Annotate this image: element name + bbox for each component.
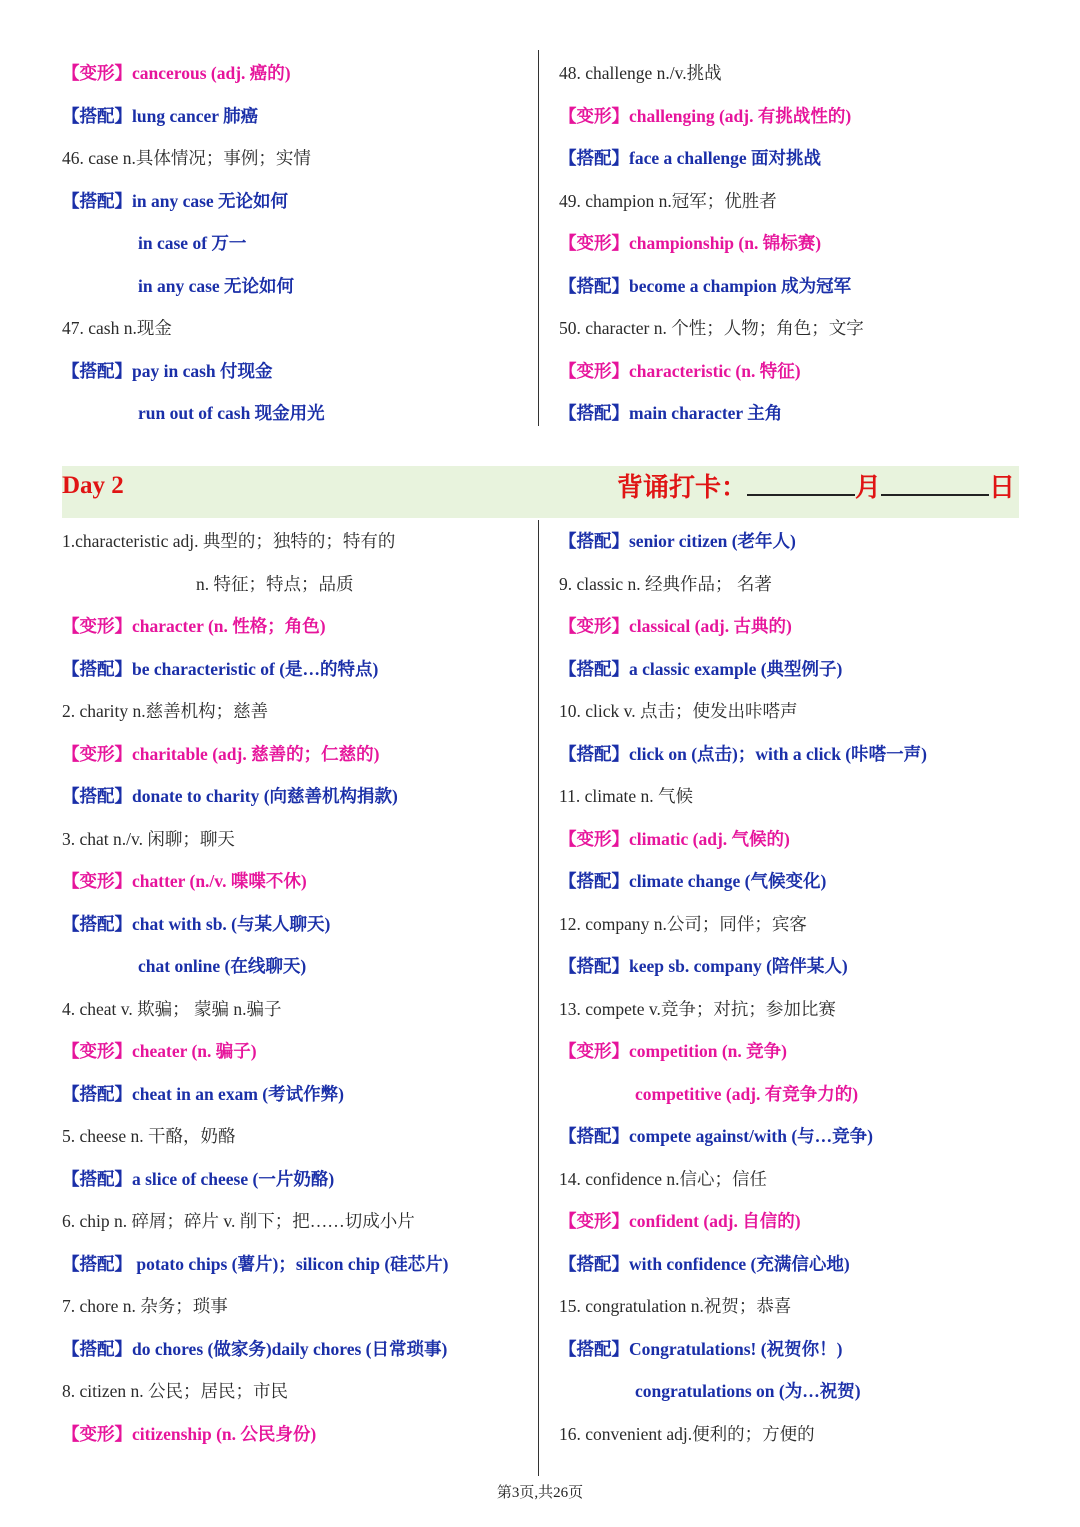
variant-line: 【变形】cheater (n. 骗子) (62, 1041, 257, 1061)
word-entry: 12. company n.公司；同伴；宾客 (559, 913, 807, 934)
top-column-divider (538, 50, 539, 426)
day-label: 日 (988, 473, 1015, 502)
bottom-right-column (559, 520, 1029, 1455)
collocation-line: 【搭配】with confidence (充满信心地) (559, 1253, 850, 1274)
collocation-line: 【搭配】in any case 无论如何 (62, 190, 289, 211)
collocation-line: run out of cash 现金用光 (138, 403, 325, 423)
word-entry: 48. challenge n./v.挑战 (559, 63, 722, 83)
collocation-line: in case of 万一 (138, 233, 247, 253)
collocation-line: in any case 无论如何 (138, 275, 295, 296)
collocation-line: 【搭配】lung cancer 肺癌 (62, 105, 259, 126)
collocation-line: 【搭配】be characteristic of (是…的特点) (62, 658, 379, 679)
month-label: 月 (854, 473, 881, 502)
variant-line: 【变形】confident (adj. 自信的) (559, 1211, 801, 1231)
collocation-line: 【搭配】main character 主角 (559, 403, 783, 423)
month-blank[interactable] (747, 466, 855, 496)
word-entry: 46. case n.具体情况；事例；实情 (62, 148, 311, 168)
collocation-line: 【搭配】 potato chips (薯片)；silicon chip (硅芯片) (62, 1253, 449, 1274)
word-entry: 8. citizen n. 公民；居民；市民 (62, 1381, 289, 1401)
collocation-line: 【搭配】Congratulations! (祝贺你！) (559, 1338, 843, 1359)
word-entry: 49. champion n.冠军；优胜者 (559, 190, 777, 211)
variant-line: 【变形】championship (n. 锦标赛) (559, 233, 822, 253)
word-entry: 16. convenient adj.便利的；方便的 (559, 1423, 815, 1444)
collocation-line: 【搭配】cheat in an exam (考试作弊) (62, 1083, 344, 1104)
collocation-line: 【搭配】senior citizen (老年人) (559, 531, 796, 551)
collocation-line: 【搭配】pay in cash 付现金 (62, 360, 273, 381)
day-blank[interactable] (881, 466, 989, 496)
collocation-line: 【搭配】compete against/with (与…竞争) (559, 1126, 873, 1146)
collocation-line: 【搭配】become a champion 成为冠军 (559, 275, 852, 296)
word-entry: 10. click v. 点击；使发出咔嗒声 (559, 701, 798, 721)
variant-line: 【变形】competition (n. 竞争) (559, 1041, 787, 1061)
collocation-line: 【搭配】a slice of cheese (一片奶酪) (62, 1168, 335, 1189)
word-entry: 50. character n. 个性；人物；角色；文字 (559, 318, 864, 338)
variant-line: 【变形】climatic (adj. 气候的) (559, 828, 790, 849)
collocation-line: 【搭配】climate change (气候变化) (559, 871, 827, 891)
variant-line: 【变形】character (n. 性格；角色) (62, 616, 326, 636)
word-entry: 15. congratulation n.祝贺；恭喜 (559, 1296, 792, 1316)
word-entry: 11. climate n. 气候 (559, 786, 693, 806)
variant-line: competitive (adj. 有竞争力的) (635, 1083, 859, 1104)
page-number: 第3页,共26页 (496, 1485, 584, 1501)
variant-line: 【变形】characteristic (n. 特征) (559, 360, 801, 381)
bottom-column-divider (538, 520, 539, 1476)
checkin-field (617, 466, 1015, 508)
word-entry: 6. chip n. 碎屑；碎片 v. 削下；把……切成小片 (62, 1211, 415, 1231)
day-title: Day 2 (62, 472, 124, 499)
word-entry: 3. chat n./v. 闲聊；聊天 (62, 828, 235, 849)
word-entry: 13. compete v.竞争；对抗；参加比赛 (559, 998, 836, 1019)
collocation-line: 【搭配】a classic example (典型例子) (559, 658, 843, 679)
checkin-label: 背诵打卡： (616, 473, 747, 502)
variant-line: 【变形】cancerous (adj. 癌的) (62, 63, 291, 83)
variant-line: 【变形】citizenship (n. 公民身份) (62, 1423, 317, 1444)
word-entry: 7. chore n. 杂务；琐事 (62, 1296, 228, 1316)
variant-line: 【变形】chatter (n./v. 喋喋不休) (62, 871, 307, 891)
top-right-column (559, 52, 1029, 435)
collocation-line: congratulations on (为…祝贺) (635, 1381, 861, 1401)
collocation-line: 【搭配】keep sb. company (陪伴某人) (559, 956, 848, 976)
word-entry: n. 特征；特点；品质 (196, 573, 354, 594)
top-left-column (62, 52, 532, 435)
word-entry: 9. classic n. 经典作品； 名著 (559, 573, 772, 594)
collocation-line: 【搭配】chat with sb. (与某人聊天) (62, 913, 331, 934)
word-entry: 47. cash n.现金 (62, 318, 172, 338)
word-entry: 5. cheese n. 干酪，奶酪 (62, 1126, 236, 1146)
collocation-line: 【搭配】click on (点击)；with a click (咔嗒一声) (559, 743, 927, 764)
variant-line: 【变形】challenging (adj. 有挑战性的) (559, 105, 852, 126)
collocation-line: 【搭配】do chores (做家务)daily chores (日常琐事) (62, 1338, 448, 1359)
bottom-left-column (62, 520, 532, 1455)
variant-line: 【变形】classical (adj. 古典的) (559, 616, 792, 636)
day-header-bar (62, 466, 1019, 518)
word-entry: 4. cheat v. 欺骗； 蒙骗 n.骗子 (62, 998, 282, 1019)
collocation-line: 【搭配】donate to charity (向慈善机构捐款) (62, 786, 398, 806)
word-entry: 14. confidence n.信心；信任 (559, 1168, 768, 1189)
word-entry: 1.characteristic adj. 典型的；独特的；特有的 (62, 531, 396, 551)
collocation-line: 【搭配】face a challenge 面对挑战 (559, 148, 821, 168)
word-entry: 2. charity n.慈善机构；慈善 (62, 701, 269, 721)
collocation-line: chat online (在线聊天) (138, 956, 307, 976)
variant-line: 【变形】charitable (adj. 慈善的；仁慈的) (62, 743, 380, 764)
